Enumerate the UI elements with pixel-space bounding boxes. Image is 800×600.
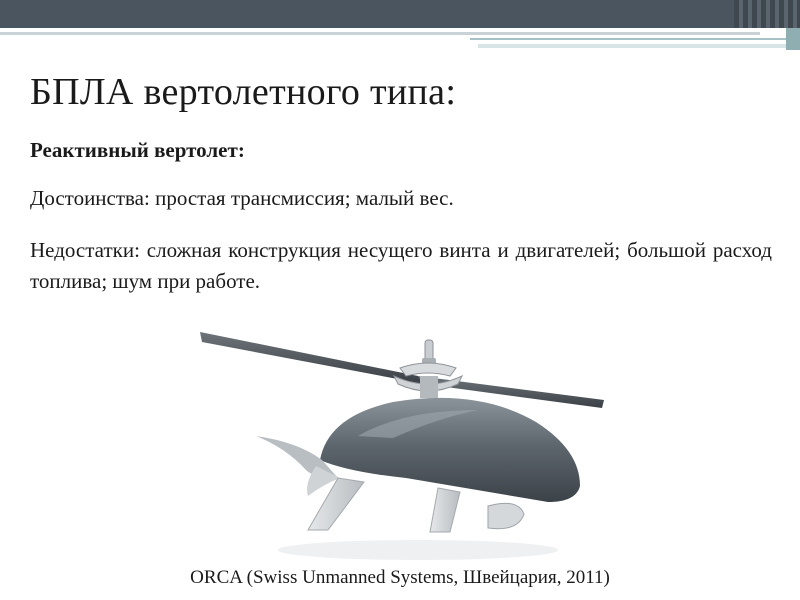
disadvantages-text: Недостатки: сложная конструкция несущего винта и двигателей; большой расход топлива; шум при работе. xyxy=(30,238,772,293)
image-caption: ORCA (Swiss Unmanned Systems, Швейцария, 2011) xyxy=(190,567,610,588)
rotor-hub xyxy=(394,340,462,398)
header-stripes xyxy=(734,0,800,28)
header-band xyxy=(0,0,800,28)
slide-subtitle: Реактивный вертолет: xyxy=(30,138,245,162)
advantages-text: Достоинства: простая трансмиссия; малый вес. xyxy=(30,186,454,210)
helicopter-drone-image xyxy=(188,318,618,568)
accent-line xyxy=(470,38,800,40)
corner-accent xyxy=(786,28,800,50)
accent-line-light xyxy=(478,44,800,48)
slide-title: БПЛА вертолетного типа: xyxy=(30,71,457,113)
divider-line xyxy=(0,32,760,35)
ground-shadow xyxy=(278,540,558,560)
